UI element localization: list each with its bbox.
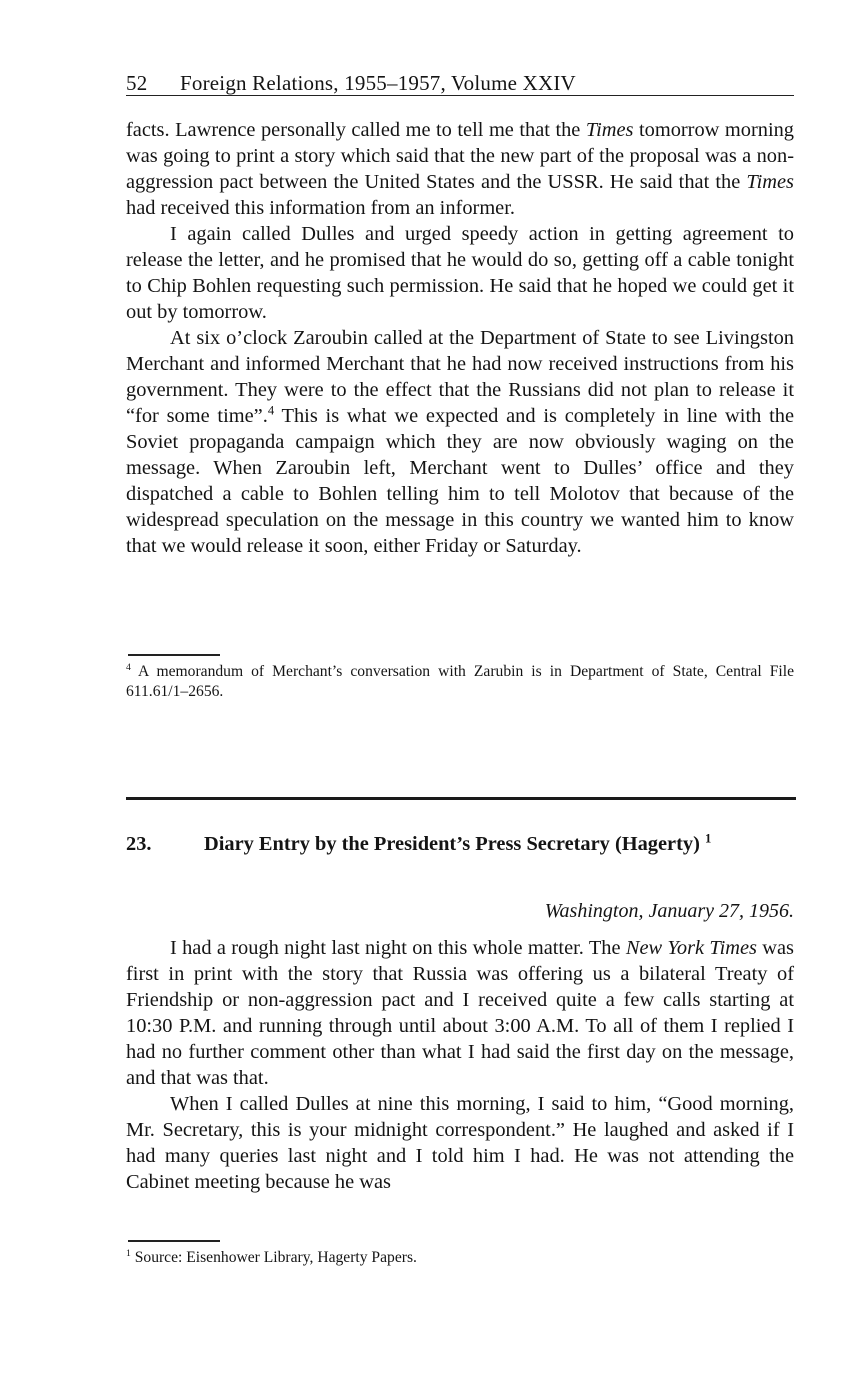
footnote-marker: 1 — [126, 1248, 131, 1260]
italic-text-run: Times — [746, 171, 794, 193]
footnote-rule — [128, 654, 220, 656]
running-title: Foreign Relations, 1955–1957, Volume XXIV — [180, 71, 576, 95]
footnote-ref-1[interactable]: 1 — [704, 831, 712, 846]
text-run: was first in print with the story that Russia was offering us a bilateral Treaty of Friendship or non-aggression pact and I received quite a few calls starting at 10:30 P.M. and running through until about 3:00 A.M. To all of them I replied I had no further comment other than what I had said the first day on the message, and that was that. — [126, 937, 794, 1089]
document-heading — [126, 830, 816, 858]
paragraph-zaroubin: At six o’clock Zaroubin called at the Department of State to see Livingston Merchant and informed Merchant that he had now received instructions from his government. They were to the effect that the Russians did not plan to release it “for some time”.$^4$ This is what we expected and is completely in line with the Soviet propaganda campaign which they are now obviously waging on the message. When Zaroubin left, Merchant went to Dulles’ office and they dispatched a cable to Bohlen telling him to tell Molotov that because of the widespread speculation on the message in this country we wanted him to know that we would release it soon, either Friday or Saturday. — [126, 327, 794, 557]
footnote-rule — [128, 1240, 220, 1242]
running-header — [126, 70, 794, 96]
text-run: tomorrow morning was going to print a story which said that the new part of the proposal was a non-aggression pact between the United States and the USSR. He said that the — [126, 119, 794, 193]
diary-entry-text — [126, 935, 794, 1195]
footnote-marker: 4 — [126, 662, 131, 674]
dateline: Washington, January 27, 1956. — [544, 900, 794, 922]
text-run: facts. Lawrence personally called me to tell me that the — [126, 119, 586, 141]
paragraph-dulles-release: I again called Dulles and urged speedy action in getting agreement to release the letter, and he promised that he would do so, getting off a cable tonight to Chip Bohlen requesting such permission. He said that he hoped we could get it out by tomorrow. — [126, 223, 794, 323]
italic-text-run: Times — [585, 119, 634, 141]
text-run: I had a rough night last night on this whole matter. The — [170, 937, 626, 959]
footnote-4: $^4$ A memorandum of Merchant’s conversation with Zarubin is in Department of State, Central File 611.61/1–2656. — [126, 662, 794, 700]
section-divider — [126, 797, 796, 800]
footnote-1: $^1$ Source: Eisenhower Library, Hagerty Papers. — [126, 1248, 417, 1266]
text-run: had received this information from an informer. — [126, 197, 515, 219]
continued-entry-text — [126, 117, 794, 559]
italic-text-run: New York Times — [625, 937, 757, 959]
footnote-ref-4[interactable]: 4 — [267, 403, 275, 418]
paragraph-midnight-correspondent: When I called Dulles at nine this morning, I said to him, “Good morning, Mr. Secretary, this is your midnight correspondent.” He laughed and asked if I had many queries last night and I told him I had. He was not attending the Cabinet meeting because he was — [126, 1093, 794, 1193]
page-number: 52 — [126, 71, 148, 95]
document-title: Diary Entry by the President’s Press Secretary (Hagerty) — [204, 833, 700, 855]
paragraph-rough-night — [126, 935, 794, 1091]
document-number: 23. — [126, 833, 152, 855]
paragraph-facts — [126, 117, 794, 221]
